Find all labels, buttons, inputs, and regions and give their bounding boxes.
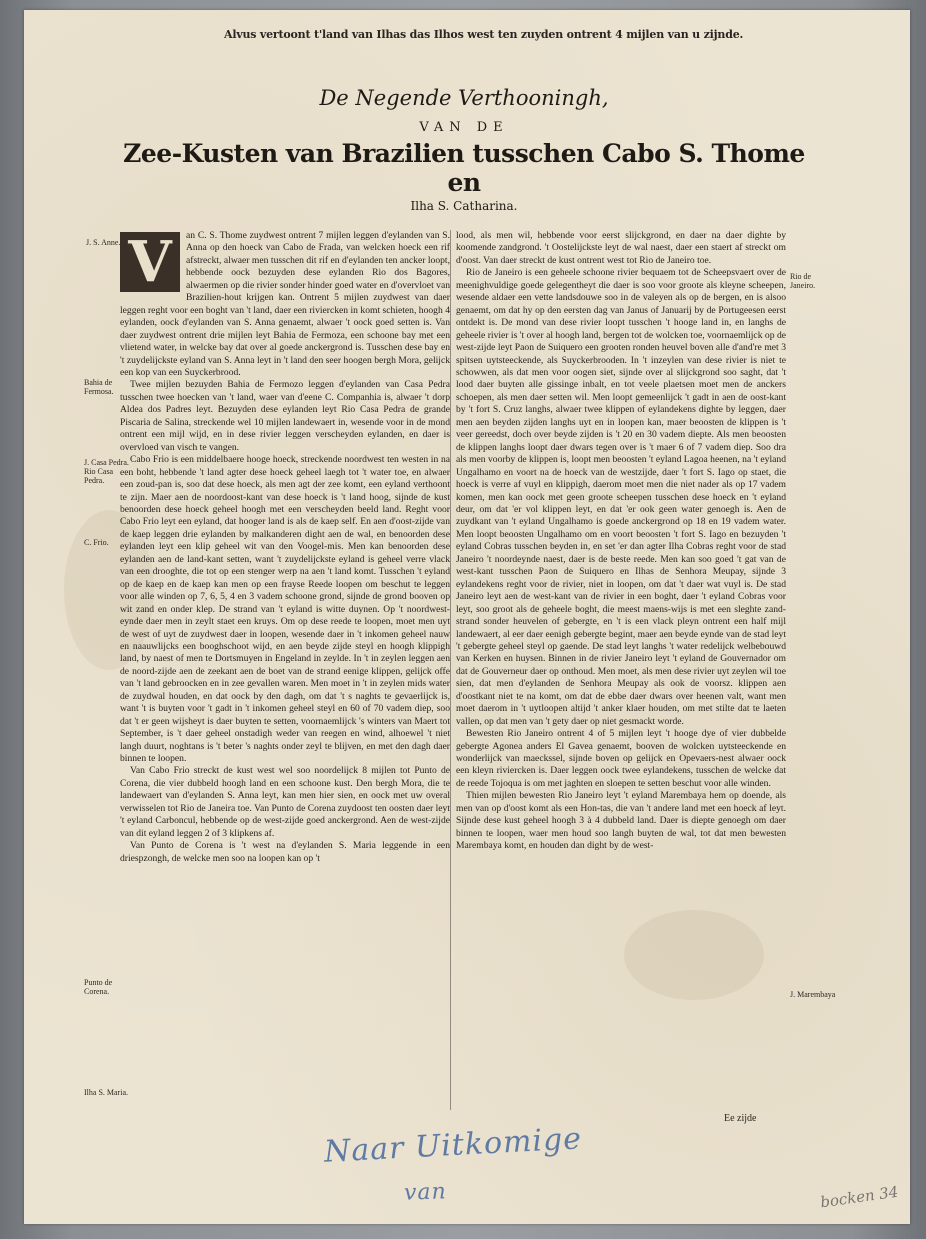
title-line-3: Zee-Kusten van Brazilien tusschen Cabo S. Thome en <box>123 139 805 197</box>
pencil-annotation: bocken 34 <box>819 1182 900 1212</box>
title-line-1: De Negende Verthooningh, <box>319 86 609 110</box>
text-column-right <box>456 230 786 1110</box>
catchword: Ee zijde <box>724 1113 757 1124</box>
paragraph: an C. S. Thome zuydwest ontrent 7 mijlen leggen d'eylanden van S. Anna op den hoeck van Cabo de Frada, van welcken hoeck een rif afstreckt, alwaer men tusschen dit rif en d'eylanden ten ancker loopt, hebbende oock bezuyden dese eylanden Rio dos Bagores, alwaermen op die rivier sonder hinder goed water en d'overvloet van Brazilien-hout krijgen kan. Ontrent 5 mijlen zuydwest van daer leggen reght voor een boght van 't land, daer een riviercken in komt schieten, hoogh 4 eylanden, oock d'eylanden van S. Anna genaemt, alwaer 't oock goed setten is. Van daer zuydwest ontrent drie mijlen leyt Bahia de Fermoza, een schoone bay met een vlietend water, in welcke bay dat over al goede anckergrond is. Tusschen dese bay en 't zuydelijckste eyland van S. Anna leyt in 't land den seer hoogen bergh Mora, gelijck een kop van een Suyckerbrood. <box>120 230 450 378</box>
margin-note-ilha-maria: Ilha S. Maria. <box>84 1088 128 1097</box>
initial-letter: V <box>128 230 172 295</box>
paragraph: lood, als men wil, hebbende voor eerst slijckgrond, en daer na daer dighte by koomende zandgrond. 't Oostelijckste leyt de wal naest, daer een staert af streckt om d'oost. Van daer streckt de kust ontrent west tot Rio de Janeiro toe. <box>456 230 786 266</box>
margin-note-rio-janeiro: Rio de Janeiro. <box>790 272 816 290</box>
text-column-left <box>120 230 450 1110</box>
column-divider <box>450 230 451 1110</box>
margin-note-bahia-fermosa: Bahia de Fermosa. <box>84 378 114 396</box>
paragraph: Van Cabo Frio streckt de kust west wel soo noordelijck 8 mijlen tot Punto de Corena, die vier dubbeld hoogh land en een schoone kust. Den bergh Mora, die te landewaert van d'eylanden S. Anna leyt, kan men hier sien, en oock met uw overal verwisselen tot Rio de Janeira toe. Van Punto de Corena zuydoost ten oosten daer leyt 't eyland Carboncul, hebbende op de west-zijde goed anckergrond. Aen de west-zijde van dit eyland leggen 2 of 3 klipkens af. <box>120 765 450 839</box>
handwritten-note-line-1: Naar Uitkomige <box>323 1121 583 1170</box>
document-sheet <box>24 10 910 1224</box>
title-line-2: VAN DE <box>419 120 509 135</box>
paragraph: Van Punto de Corena is 't west na d'eylanden S. Maria leggende in een driespzongh, de welcke men soo na loopen kan op 't <box>120 840 450 864</box>
paragraph: Twee mijlen bezuyden Bahia de Fermozo leggen d'eylanden van Casa Pedra tusschen twee hoecken van 't land, waer van d'eene C. Companhia is, alwaer 't dorp Aldea dos Padres leyt. Bezuyden dese eylanden leyt Rio Casa Pedra de grande Piscaria de Salina, streckende wel 10 mijlen landewaert in, wesende voor in de mond ontrent een mijl wijd, en in dese rivier leggen verscheyden eylanden, en daer is overvloed van visch te vangen. <box>120 379 450 453</box>
margin-note-s-anna: J. S. Anne. <box>86 238 121 247</box>
margin-note-punto-corena: Punto de Corena. <box>84 978 113 996</box>
margin-note-casa-pedra: J. Casa Pedra. Rio Casa Pedra. <box>84 458 129 485</box>
paragraph: Cabo Frio is een middelbaere hooge hoeck, streckende noordwest ten westen in na een boht, hebbende 't land agter dese hoeck geheel laegh tot 't water toe, en alwaer een zoud-pan is, soo dat dese hoeck, als men agt der zee komt, een eyland verthoont te zijn. Maer aen de noordoost-kant van dese hoeck is 't land hoog, sijnde de kust benoorden dese hoeck geheel hoogh met een verscheyden beeld land. Reght voor Cabo Frio leyt een eyland, dat hooger land is als de kaep self. En aen d'oost-zijde van de kaep leggen drie eylanden by malkanderen dight aen de wal, en benoorden dese eylanden leyt een klip geheel wit van den Voogel-mis. Men kan benoorden dese eylanden aen de land-kant setten, want 't zuydelijckste eyland is geheel verre vlack van een drooghte, die tot op een stenger werp na aen 't land komt. Tusschen 't eyland op de kaep en de kaep kan men op een frayse Reede loopen om beschut te leggen voor alle winden op 7, 6, 5, 4 en 3 vadem schoone grond, sijnde de grond booven op wit zand en onder klep. De strand van 't eyland is witte duynen. Op 't noordwest-eynde daer men in zeylt staet een kruys. Om op dese reede te loopen, moet men uyt de west of uyt de zuydwest daer in loopen, wesende daer in 't inkomen geheel nauw en naauwlijcks een booghschoot wijd, en aen beyde zijde steyl en hoogh klippigh land, by naest of men te Dortsmuyen in Engeland in zeylde. In 't in zeylen leggen aen de noord-zijde aen de zeekant aen de boet van de strand eenige klippen, gelijck offe van 't land gebroocken en in zee gevallen waren. Men moet in 't in zeylen mids water de zuydwal houden, en dat oock by den dagh, om dat 't s naghts te gevaerlijck is, want 't is buyten voor 't gadt in 't inkomen geheel steyl en 60 of 70 vadem diep, soo dat 't er geen wijsheyt is daer buyten te setten, voornaemlijck 's winters van Maert tot September, is 't daer geheel onstadigh weder van reegen en wind, alhoewel 't niet langh duurt, noghtans is 't beter 's naghts onder zeyl te blijven, en met den dagh daer binnen te loopen. <box>120 454 450 765</box>
title-block <box>114 86 814 213</box>
paragraph: Thien mijlen bewesten Rio Janeiro leyt 't eyland Marembaya hem op doende, als men van op d'oost komt als een Hon-tas, die van 't andere land met een hoeck af leyt. Sijnde dese kust geheel hoogh 3 à 4 dubbeld land. Daer is diepte genoegh om daer binnen te loopen, waer men houd soo langh buyten de wal, tot dat men bewesten Marembaya komt, en houden dan dight by de west- <box>456 790 786 852</box>
paragraph: Bewesten Rio Janeiro ontrent 4 of 5 mijlen leyt 't hooge dye of vier dubbelde gebergte Agonea anders El Gavea genaemt, booven de wolcken uytsteeckende en wonderlijck van maeckssel, sijnde boven op gelijck en Opevaers-nest alwaer oock een kleyn riviercken is. Daer leggen oock twee eylandekens, tusschen de welcke dat de reede Tojoqua is om met jaghten en sloepen te setten beschut voor alle winden. <box>456 728 786 789</box>
margin-note-cabo-frio: C. Frio. <box>84 538 109 547</box>
title-line-4: Ilha S. Catharina. <box>410 199 518 213</box>
running-head: Alvus vertoont t'land van Ilhas das Ilhos west ten zuyden ontrent 4 mijlen van u zijnde. <box>224 28 744 41</box>
paragraph: Rio de Janeiro is een geheele schoone rivier bequaem tot de Scheepsvaert over de meenighvuldige goede gelegentheyt die daer is soo voor groote als kleyne scheepen, wesende aldaer een vette landsdouwe soo in de valeyen als op de bergen, en is alsoo genaemt, om dat hy op den eersten dag van Janus of Januarij by de Portugeesen eerst ontdekt is. De mond van dese rivier loopt tusschen 't hooge land in, en langhs de geheele rivier is 't over al hoogh land, bergen tot de wolcken toe, voornaemlijck op de west-zijde leyt Paon de Suiquero een grooten ronden heuvel boven alle d'and're met 3 spitsen uytsteeckende, als Suyckerbrooden. In 't inzeylen van dese rivier is niet te schowwen, als dat men voor oogen siet, sijnde over al slijckgrond soo saght, dat 't lood daer buyten alle gissinge inbalt, en tot veele plaetsen moet men de anckers schoepen, als men daer setten wil. Men loopt gemeenlijck 't gadt in aen de oost-kant by 't fort S. Cruz langhs, alwaer twee klippen of eylandekens dighte by leggen, daer men aen beyden zijden langhs uyt en in loopen kan, maer beoosten de klippen is 't veer gereedst, doch over beyde zijden is 't 20 en 30 vadem diepte. Als men beoosten de klippen langhs loopt daer dwars tegen over is 't maer 6 of 7 vadem diep. Soo dra als men voorby de klippen is, loopt men beoosten 't eyland Lagoa heenen, na 't eyland Ungalhamo en voort na de hoeck van de westzijde, daer 't fort S. Iago op staet, die hoeck is verre af vuyl en klippigh, daerom moet men die niet nader als op 17 vadem komen, men kan oock met geen groote scheepen tusschen dese hoeck en 't eyland deur, om dat 'er vol klippen leyt, en dat 'er ook geen water genoegh is. Aen de zuydkant van 't eyland Ungalhamo is goede anckergrond op 18 en 19 vadem water. Men loopt beoosten Ungalhamo om en voort beoosten 't fort S. Iago en bezuyden 't eyland Cobras tusschen beyden in, en set 'er dan agter Ilha Cobras reght voor de stad Janeiro 't noordeynde naest, daer is de beste reede. Men kan soo goed 't gat van de west-kant tusschen Paon de Suiquero en Ilhas de Senhora Meupay, sijnde 3 eylandekens reght voor de rivier, niet in loopen, om dat 't daer wat vuyl is. De stad Janeiro leyt aen de west-kant van de rivier in een boght, daer 't eyland Cobras voor leyt, soo groot als de geheele boght, die meest maens-wijs is met een sleghte zand-strand sonder heuvelen of gebergte, en 't is een vlack pleyn ontrent een half mijl landewaert, al eer daer eenigh gebergte begint, maer aen beyde eynde van de stad leyt 't gebergte geheel steyl op gaende. De stad leyt langhs 't water redelijck welbebouwd van Kerken en huysen. Binnen in de rivier Janeiro leyt 't eyland de Gouvernador om dat de Gouverneur daer op onthoud. Men moet, als men dese rivier uyt zeylen wil toe sien, dat men d'eylanden de Senhora Meupay als ook de voorsz. klippen aen d'oostkant niet te na komt, om dat de ebbe daer dwars over heenen valt, want men moet daerom in 't uytloopen altijd 't anker klaer houden, om met stilte dat te laeten vallen, op dat men van 't gety daer op niet gesmackt worde. <box>456 267 786 727</box>
margin-note-marembaya: J. Marembaya <box>790 990 836 999</box>
decorated-initial <box>120 230 180 295</box>
handwritten-note-line-2: van <box>403 1179 448 1206</box>
